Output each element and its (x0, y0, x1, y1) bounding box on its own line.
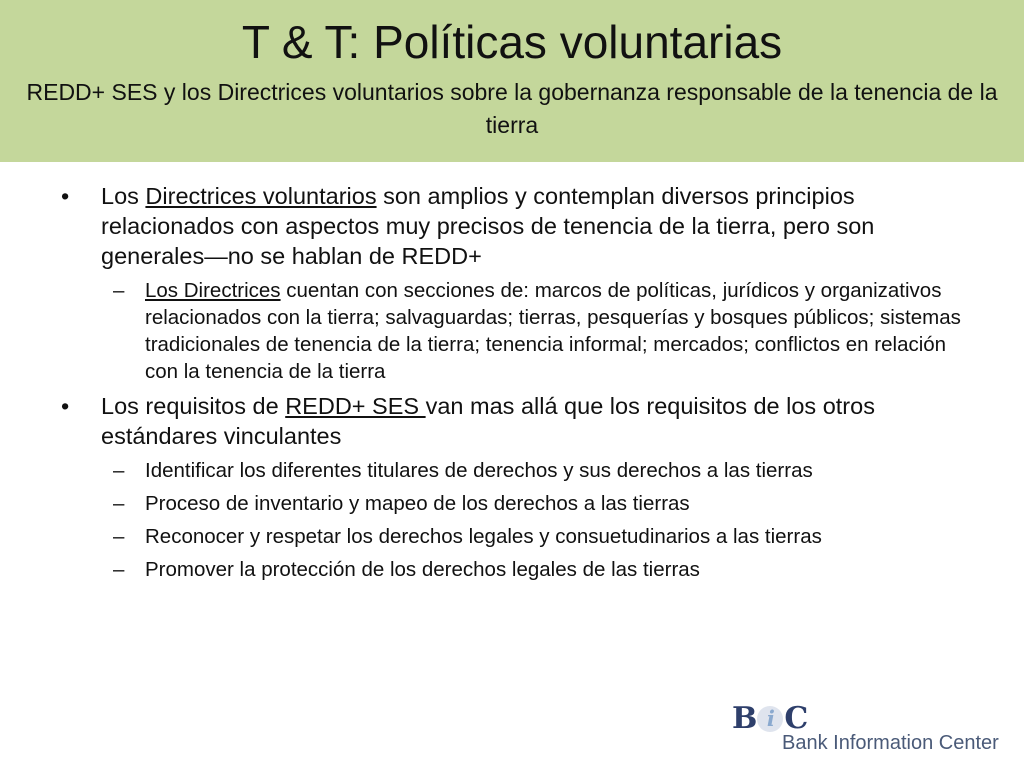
sub-bullet-text: Promover la protección de los derechos legales de las tierras (145, 558, 700, 581)
bullet-text-pre: Los (101, 183, 146, 209)
sub-bullet-text: Reconocer y respetar los derechos legales y consuetudinarios a las tierras (145, 525, 822, 548)
bullet-text-post: son amplios y contemplan diversos principios relacionados con aspectos muy precisos de tenencia de la tierra, pero son generales—no se hablan de REDD+ (101, 183, 875, 269)
logo-letter-c: C (784, 701, 808, 736)
dash-marker: – (113, 492, 125, 515)
dash-marker: – (113, 525, 125, 548)
sub-bullet-item (0, 523, 1024, 550)
sub-bullet-text: Identificar los diferentes titulares de derechos y sus derechos a las tierras (145, 459, 813, 482)
sub-bullet-item (0, 556, 1024, 583)
bic-logo (732, 702, 1022, 758)
slide-title: T & T: Políticas voluntarias (241, 16, 783, 68)
bullet-text-post: van mas allá que los requisitos de los otros estándares vinculantes (101, 393, 875, 449)
sub-bullet-item (0, 490, 1024, 517)
dash-marker: – (113, 459, 125, 482)
sub-bullet-item (0, 457, 1024, 484)
logo-letter-i: i (757, 706, 783, 732)
logo-letter-b: B (732, 701, 757, 736)
sub-bullet-text: cuentan con secciones de: marcos de políticas, jurídicos y organizativos relacionados con la tierra; salvaguardas; tierras, pesquerías y bosques públicos; sistemas tradicionales de tenencia de la tierra; tenencia informal; mercados; conflictos en relación con la tenencia de la tierra (145, 279, 961, 383)
slide-subtitle: REDD+ SES y los Directrices voluntarios sobre la gobernanza responsable de la tenencia de la tierra (26, 79, 998, 138)
bullet-directrices (0, 181, 1024, 271)
slide-content (0, 181, 1024, 589)
dash-marker: – (113, 558, 125, 581)
bullet-marker: • (61, 393, 70, 419)
title-banner (0, 0, 1024, 162)
bullet-text-pre: Los requisitos de (101, 393, 286, 419)
sub-bullet-text: Proceso de inventario y mapeo de los derechos a las tierras (145, 492, 690, 515)
redd-ses-link[interactable]: REDD+ SES (285, 393, 426, 419)
directrices-voluntarios-link[interactable]: Directrices voluntarios (145, 183, 377, 209)
bullet-marker: • (61, 183, 70, 209)
bullet-requisitos (0, 391, 1024, 451)
los-directrices-link[interactable]: Los Directrices (145, 279, 281, 302)
dash-marker: – (113, 279, 125, 302)
bic-logo-text: Bank Information Center (782, 732, 999, 754)
sub-bullet-secciones (0, 277, 1024, 385)
